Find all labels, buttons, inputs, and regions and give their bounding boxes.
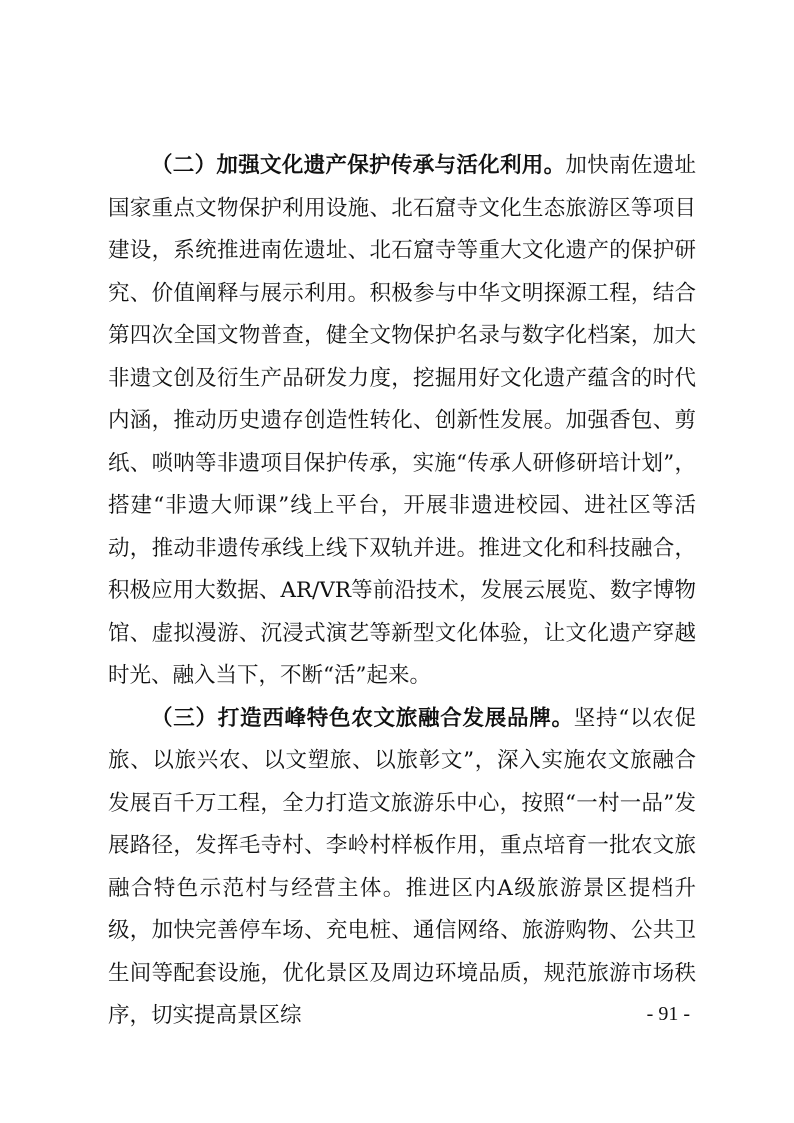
section-heading: （三）打造西峰特色农文旅融合发展品牌。 xyxy=(151,705,574,731)
section-heading: （二）加强文化遗产保护传承与活化利用。 xyxy=(151,153,566,178)
section-text: 坚持“以农促旅、以旅兴农、以文塑旅、以旅彰文”，深入实施农文旅融合发展百千万工程，全力打造文旅游乐中心，按照“一村一品”发展路径，发挥毛寺村、李岭村样板作用，重点培育一批农文旅融合特色示范村与经营主体。推进区内A级旅游景区提档升级，加快完善停车场、充电桩、通信网络、旅游购物、公共卫生间等配套设施，优化景区及周边环境品质，规范旅游市场秩序，切实提高景区综 xyxy=(108,705,696,1028)
section-agri-culture-tourism xyxy=(108,698,696,1038)
section-text: 加快南佐遗址国家重点文物保护利用设施、北石窟寺文化生态旅游区等项目建设，系统推进南佐遗址、北石窟寺等重大文化遗产的保护研究、价值阐释与展示利用。积极参与中华文明探源工程，结合第四次全国文物普查，健全文物保护名录与数字化档案，加大非遗文创及衍生产品研发力度，挖掘用好文化遗产蕴含的时代内涵，推动历史遗存创造性转化、创新性发展。加强香包、剪纸、唢呐等非遗项目保护传承，实施“传承人研修研培计划”，搭建“非遗大师课”线上平台，开展非遗进校园、进社区等活动，推动非遗传承线上线下双轨并进。推进文化和科技融合，积极应用大数据、AR/VR等前沿技术，发展云展览、数字博物馆、虚拟漫游、沉浸式演艺等新型文化体验，让文化遗产穿越时光、融入当下，不断“活”起来。 xyxy=(108,153,696,688)
page-number: - 91 - xyxy=(646,1003,690,1025)
page-body xyxy=(108,145,696,1038)
section-heritage-protection xyxy=(108,145,696,698)
